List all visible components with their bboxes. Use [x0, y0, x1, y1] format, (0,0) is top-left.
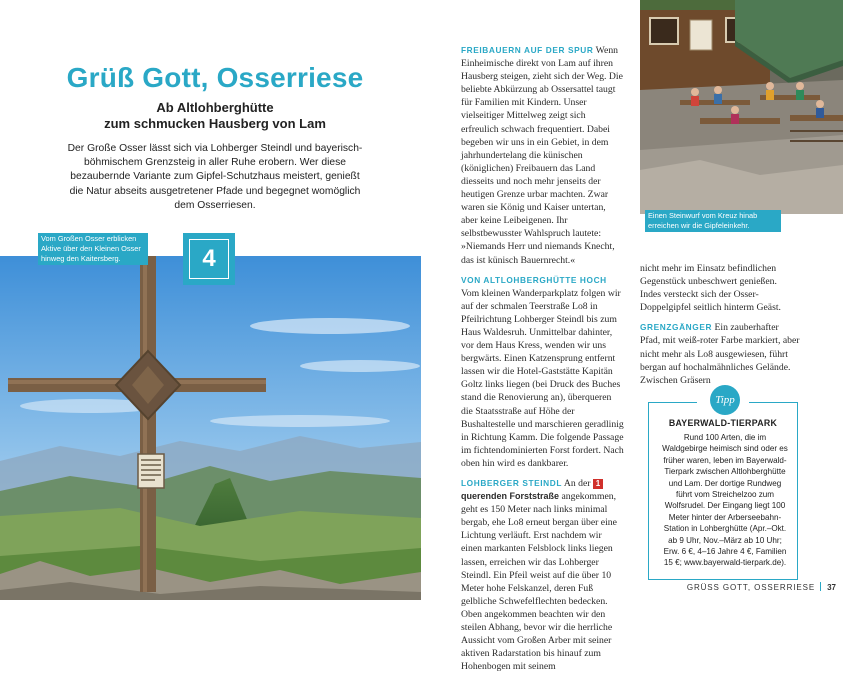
waypoint-marker: 1 — [593, 479, 603, 489]
section-continued: nicht mehr im Einsatz befindlichen Gegenstück unbeschwert genießen. Indes versteckt sich der Osser-Doppelgipfel seitlich hinterm Geäst. — [640, 263, 781, 314]
photo-caption-left: Vom Großen Osser erblicken Aktive über den Kleinen Osser hinweg den Kaitersberg. — [38, 233, 148, 265]
tipp-title: BAYERWALD-TIERPARK — [668, 418, 778, 428]
section-altlohberghuette — [461, 274, 624, 470]
photo-caption-right: Einen Steinwurf vom Kreuz hinab erreichen wir die Gipfeleinkehr. — [645, 210, 781, 232]
tipp-box-border — [649, 402, 697, 403]
tipp-badge: Tipp — [710, 385, 740, 415]
section-body-start: An der — [563, 478, 591, 489]
running-title: GRÜSS GOTT, OSSERRIESE — [686, 583, 816, 592]
subtitle-line-2: zum schmucken Hausberg von Lam — [104, 116, 326, 131]
section-body: Vom kleinen Wanderparkplatz folgen wir auf der schmalen Teerstraße Lo8 in Pfeilrichtung Lohberger Steindl bis zum Haus Waldesruh. Unmittelbar dahinter, vor dem Haus Kress, wenden wir uns bergwärts. Einen Katzensprung entfernt lassen wir die Hotel-Gaststätte Kapitän Goltz links liegen (bei Druck des Buches stand die Renovierung an), überqueren die Staatsstraße auf Höhe der Bushaltestelle und marschieren geradlinig in Richtung Kamm. Die folgende Passage im fichtendominierten Forst fordert. Nach oben hin wird es dankbarer. — [461, 287, 624, 469]
section-heading: GRENZGÄNGER — [640, 322, 713, 333]
section-lohberger-steindl — [461, 477, 624, 673]
subtitle-line-1: Ab Altlohberghütte — [156, 100, 274, 115]
waypoint-label: querenden Forststraße — [461, 491, 560, 502]
summit-cross-photo — [0, 256, 421, 600]
section-freibauern — [461, 44, 624, 267]
section-heading: FREIBAUERN AUF DER SPUR — [461, 45, 594, 55]
tipp-text: Rund 100 Arten, die im Waldgebirge heimisch sind oder es früher waren, leben im Bayerwald-Tierpark zwischen Altlohberghütte und Lam. Der dortige Rundweg führt vom Streichelzoo zum Wolfsrudel. Der Eingang liegt 100 Meter hinter der Arberseebahn-Station in Lohberghütte (Apr.–Okt. ab 9 Uhr, Nov.–März ab 10 Uhr; Erw. 6 €, 4–16 Jahre 4 €, Familien 15 €; www.bayerwald-tierpark.de). — [662, 433, 788, 568]
tour-number-badge — [183, 233, 235, 285]
section-heading: VON ALTLOHBERGHÜTTE HOCH — [461, 274, 607, 285]
section-body: Ein zauberhafter Pfad, mit weiß-roter Farbe markiert, aber nicht mehr als Lo8 ausgewiesen, führt bergan auf hochalmähnliches Gelände. Zwischen Gräsern — [640, 322, 800, 386]
footer-divider — [820, 582, 821, 591]
section-body: angekommen, geht es 150 Meter nach links minimal bergab, ehe Lo8 erneut bergan über eine Lichtung verläuft. Erst nachdem wir einen markanten Felsblock links liegen lassen, erreichen wir das Lohberger Steindl. Ein Pfeil weist auf die über 10 Meter hohe Felskanzel, deren Fuß gelbliche Schwefelflechten bedecken. Oben angekommen beachten wir den steilen Abhang, bevor wir die herrliche Aussicht vom Großen Arber mit seiner aktiven Radarstation bis hinauf zum Hohenbogen mit seinem — [461, 491, 617, 673]
tour-number: 4 — [189, 239, 229, 279]
page-number: 37 — [827, 583, 836, 592]
section-grenzgaenger — [640, 321, 800, 386]
text-column-2 — [640, 262, 800, 394]
page-footer — [650, 582, 836, 592]
page-subtitle — [40, 100, 390, 132]
intro-text: Der Große Osser lässt sich via Lohberger Steindl und bayerisch-böhmischem Grenzsteig in aller Ruhe erobern. Wer diese bezaubernde Variante zum Gipfel-Schutzhaus meistert, genießt die Natur abseits ausgetretener Pfade und begegnet womöglich dem Osserriesen. — [67, 143, 363, 211]
text-column-1 — [461, 44, 624, 680]
tipp-box-border — [749, 402, 797, 403]
page-title: Grüß Gott, Osserriese — [66, 62, 364, 93]
section-body: Wenn Einheimische direkt von Lam auf ihren Hausberg steigen, zieht sich der Weg. Die beliebte Abkürzung ab Ossersattel taugt für Familien mit Kindern. Unser vielseitiger Mittelweg zeigt sich erfreulich schwach frequentiert. Dabei begeben wir uns in ein Gebiet, in dem jahrhundertelang die künischen (königlichen) Freibauern das Land diesseits und noch mehr jenseits der heutigen Grenze urbar machten. Zwar waren sie König und Kaiser untertan, aber keine Leibeigenen. Ihr selbstbewusster Wahlspruch lautete: »Niemands Herr und niemands Knecht, das ist künisch Bauernrecht.« — [461, 45, 623, 266]
hut-terrace-photo — [640, 0, 843, 214]
section-heading: LOHBERGER STEINDL — [461, 478, 563, 488]
